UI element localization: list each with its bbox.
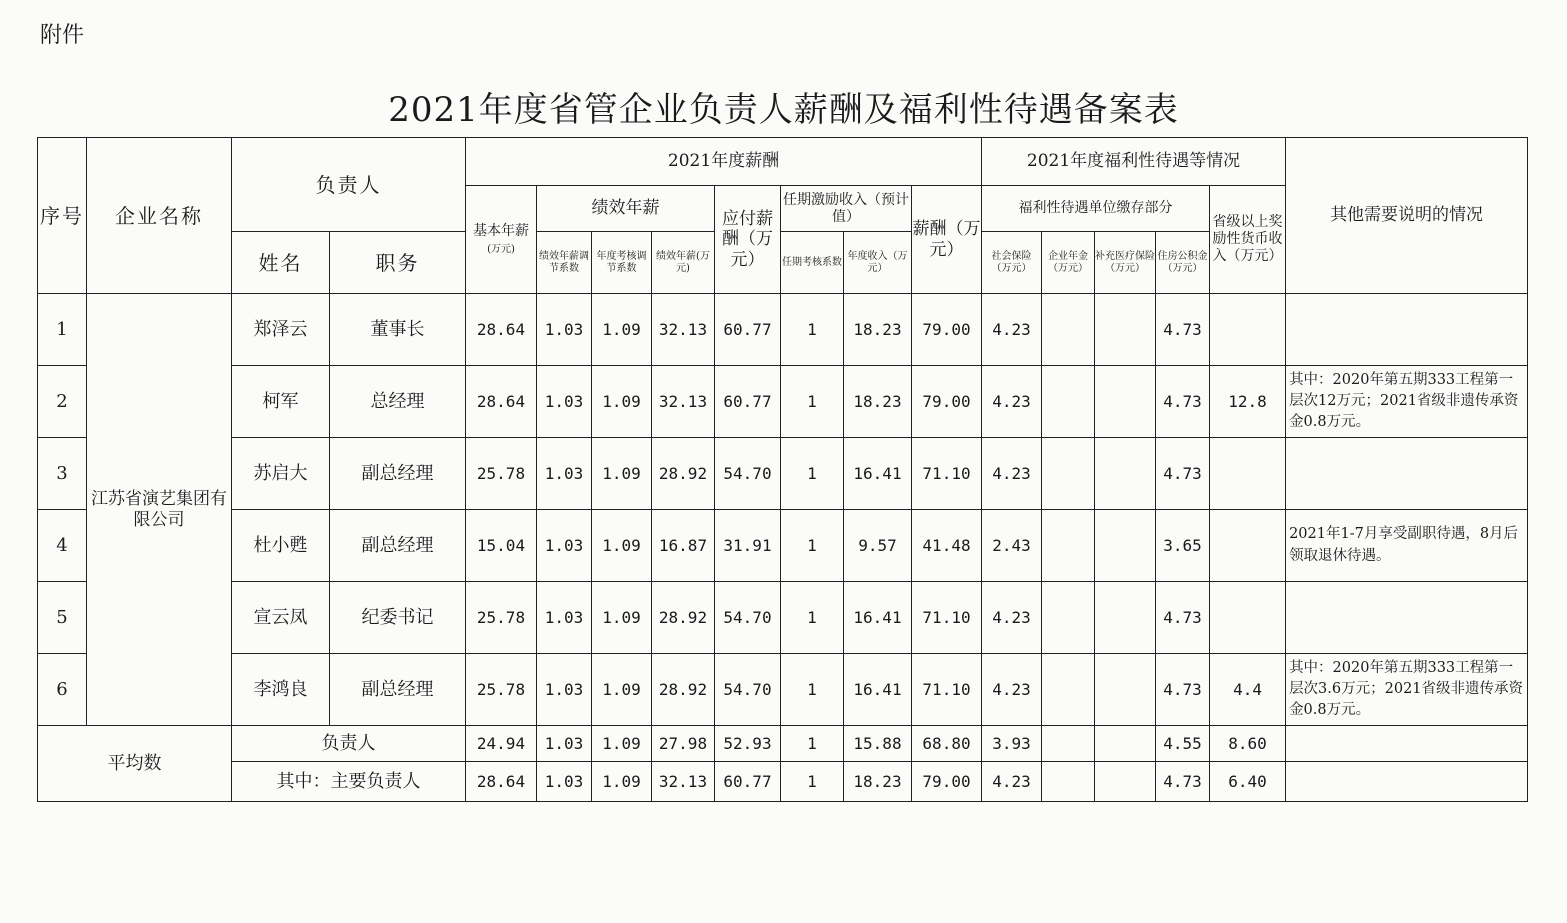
row-seq: 4 bbox=[38, 510, 87, 582]
base-salary-unit: (万元) bbox=[487, 243, 515, 255]
avg-award: 6.40 bbox=[1210, 762, 1286, 802]
row-perf-coef: 1.03 bbox=[537, 438, 592, 510]
row-annual-coef: 1.09 bbox=[592, 438, 652, 510]
avg-annual-coef: 1.09 bbox=[592, 726, 652, 762]
row-medical bbox=[1095, 366, 1156, 438]
row-total: 79.00 bbox=[912, 294, 982, 366]
row-perf-coef: 1.03 bbox=[537, 366, 592, 438]
row-perf: 28.92 bbox=[652, 654, 715, 726]
header-incentive: 任期激励收入（预计值） bbox=[781, 186, 912, 232]
avg-perf: 32.13 bbox=[652, 762, 715, 802]
row-term-coef: 1 bbox=[781, 366, 844, 438]
row-payable: 31.91 bbox=[715, 510, 781, 582]
row-award: 12.8 bbox=[1210, 366, 1286, 438]
row-social: 4.23 bbox=[982, 294, 1042, 366]
row-seq: 3 bbox=[38, 438, 87, 510]
header-perf-salary: 绩效年薪(万元) bbox=[652, 232, 715, 294]
row-total: 71.10 bbox=[912, 438, 982, 510]
row-award bbox=[1210, 582, 1286, 654]
row-annual-income: 16.41 bbox=[844, 654, 912, 726]
header-annual-income: 年度收入（万元） bbox=[844, 232, 912, 294]
average-row-label: 负责人 bbox=[232, 726, 466, 762]
avg-medical bbox=[1095, 762, 1156, 802]
row-annual-coef: 1.09 bbox=[592, 366, 652, 438]
row-payable: 60.77 bbox=[715, 294, 781, 366]
attachment-label: 附件 bbox=[40, 23, 85, 48]
row-term-coef: 1 bbox=[781, 438, 844, 510]
row-total: 79.00 bbox=[912, 366, 982, 438]
row-position: 副总经理 bbox=[330, 510, 466, 582]
header-base-salary bbox=[466, 186, 537, 294]
table-row bbox=[38, 582, 1528, 654]
header-award: 省级以上奖励性货币收入（万元） bbox=[1210, 186, 1286, 294]
avg-housing: 4.55 bbox=[1156, 726, 1210, 762]
header-annuity: 企业年金（万元） bbox=[1042, 232, 1095, 294]
row-social: 4.23 bbox=[982, 582, 1042, 654]
header-seq: 序号 bbox=[38, 138, 87, 294]
header-position: 职务 bbox=[330, 232, 466, 294]
row-term-coef: 1 bbox=[781, 294, 844, 366]
header-welfare-part: 福利性待遇单位缴存部分 bbox=[982, 186, 1210, 232]
header-payable: 应付薪酬（万元） bbox=[715, 186, 781, 294]
row-annual-coef: 1.09 bbox=[592, 654, 652, 726]
row-name: 宣云凤 bbox=[232, 582, 330, 654]
remuneration-table bbox=[37, 137, 1528, 802]
avg-housing: 4.73 bbox=[1156, 762, 1210, 802]
avg-annuity bbox=[1042, 762, 1095, 802]
header-housing: 住房公积金（万元） bbox=[1156, 232, 1210, 294]
avg-payable: 60.77 bbox=[715, 762, 781, 802]
avg-annuity bbox=[1042, 726, 1095, 762]
row-name: 李鸿良 bbox=[232, 654, 330, 726]
table-row bbox=[38, 294, 1528, 366]
base-salary-label: 基本年薪 bbox=[473, 222, 529, 239]
row-housing: 4.73 bbox=[1156, 294, 1210, 366]
avg-perf-coef: 1.03 bbox=[537, 762, 592, 802]
avg-payable: 52.93 bbox=[715, 726, 781, 762]
row-base: 25.78 bbox=[466, 654, 537, 726]
row-perf: 32.13 bbox=[652, 294, 715, 366]
row-position: 副总经理 bbox=[330, 654, 466, 726]
row-medical bbox=[1095, 654, 1156, 726]
row-term-coef: 1 bbox=[781, 582, 844, 654]
table-row bbox=[38, 438, 1528, 510]
avg-annual-income: 15.88 bbox=[844, 726, 912, 762]
row-annuity bbox=[1042, 294, 1095, 366]
company-name: 江苏省演艺集团有限公司 bbox=[87, 294, 232, 726]
row-housing: 4.73 bbox=[1156, 582, 1210, 654]
avg-base: 24.94 bbox=[466, 726, 537, 762]
row-payable: 60.77 bbox=[715, 366, 781, 438]
avg-annual-coef: 1.09 bbox=[592, 762, 652, 802]
row-perf: 32.13 bbox=[652, 366, 715, 438]
row-seq: 1 bbox=[38, 294, 87, 366]
average-row bbox=[38, 726, 1528, 762]
row-annual-income: 9.57 bbox=[844, 510, 912, 582]
row-name: 郑泽云 bbox=[232, 294, 330, 366]
average-label: 平均数 bbox=[38, 726, 232, 802]
table-row bbox=[38, 366, 1528, 438]
row-social: 4.23 bbox=[982, 654, 1042, 726]
avg-term-coef: 1 bbox=[781, 762, 844, 802]
row-note: 其中：2020年第五期333工程第一层次12万元；2021省级非遗传承资金0.8万元。 bbox=[1286, 366, 1528, 438]
row-base: 28.64 bbox=[466, 294, 537, 366]
header-performance: 绩效年薪 bbox=[537, 186, 715, 232]
row-note: 2021年1-7月享受副职待遇，8月后领取退休待遇。 bbox=[1286, 510, 1528, 582]
row-seq: 6 bbox=[38, 654, 87, 726]
header-social: 社会保险（万元） bbox=[982, 232, 1042, 294]
row-position: 总经理 bbox=[330, 366, 466, 438]
row-payable: 54.70 bbox=[715, 438, 781, 510]
row-award bbox=[1210, 510, 1286, 582]
average-row-label: 其中：主要负责人 bbox=[232, 762, 466, 802]
row-total: 71.10 bbox=[912, 654, 982, 726]
row-position: 董事长 bbox=[330, 294, 466, 366]
row-housing: 4.73 bbox=[1156, 654, 1210, 726]
row-base: 15.04 bbox=[466, 510, 537, 582]
row-term-coef: 1 bbox=[781, 654, 844, 726]
header-welfare-group: 2021年度福利性待遇等情况 bbox=[982, 138, 1286, 186]
avg-social: 3.93 bbox=[982, 726, 1042, 762]
avg-base: 28.64 bbox=[466, 762, 537, 802]
row-note: 其中：2020年第五期333工程第一层次3.6万元；2021省级非遗传承资金0.8万元。 bbox=[1286, 654, 1528, 726]
avg-award: 8.60 bbox=[1210, 726, 1286, 762]
row-award: 4.4 bbox=[1210, 654, 1286, 726]
row-housing: 4.73 bbox=[1156, 366, 1210, 438]
row-total: 71.10 bbox=[912, 582, 982, 654]
row-seq: 2 bbox=[38, 366, 87, 438]
header-name: 姓名 bbox=[232, 232, 330, 294]
header-other: 其他需要说明的情况 bbox=[1286, 138, 1528, 294]
table-row bbox=[38, 654, 1528, 726]
avg-perf: 27.98 bbox=[652, 726, 715, 762]
header-total: 薪酬（万元） bbox=[912, 186, 982, 294]
header-leader: 负责人 bbox=[232, 138, 466, 232]
avg-annual-income: 18.23 bbox=[844, 762, 912, 802]
row-payable: 54.70 bbox=[715, 582, 781, 654]
row-annuity bbox=[1042, 582, 1095, 654]
row-perf-coef: 1.03 bbox=[537, 294, 592, 366]
row-term-coef: 1 bbox=[781, 510, 844, 582]
row-medical bbox=[1095, 294, 1156, 366]
header-term-coef: 任期考核系数 bbox=[781, 232, 844, 294]
row-note bbox=[1286, 582, 1528, 654]
row-annuity bbox=[1042, 654, 1095, 726]
avg-note bbox=[1286, 726, 1528, 762]
row-position: 副总经理 bbox=[330, 438, 466, 510]
row-medical bbox=[1095, 582, 1156, 654]
avg-total: 79.00 bbox=[912, 762, 982, 802]
row-perf-coef: 1.03 bbox=[537, 510, 592, 582]
row-annuity bbox=[1042, 366, 1095, 438]
avg-term-coef: 1 bbox=[781, 726, 844, 762]
avg-medical bbox=[1095, 726, 1156, 762]
header-annual-coef: 年度考核调节系数 bbox=[592, 232, 652, 294]
row-base: 28.64 bbox=[466, 366, 537, 438]
avg-total: 68.80 bbox=[912, 726, 982, 762]
row-annual-income: 18.23 bbox=[844, 294, 912, 366]
row-housing: 3.65 bbox=[1156, 510, 1210, 582]
row-seq: 5 bbox=[38, 582, 87, 654]
row-annuity bbox=[1042, 510, 1095, 582]
row-name: 杜小甦 bbox=[232, 510, 330, 582]
header-medical: 补充医疗保险（万元） bbox=[1095, 232, 1156, 294]
row-perf: 16.87 bbox=[652, 510, 715, 582]
row-perf: 28.92 bbox=[652, 438, 715, 510]
average-row bbox=[38, 762, 1528, 802]
header-company: 企业名称 bbox=[87, 138, 232, 294]
row-total: 41.48 bbox=[912, 510, 982, 582]
row-base: 25.78 bbox=[466, 582, 537, 654]
header-salary-group: 2021年度薪酬 bbox=[466, 138, 982, 186]
avg-note bbox=[1286, 762, 1528, 802]
row-annual-income: 16.41 bbox=[844, 582, 912, 654]
row-award bbox=[1210, 294, 1286, 366]
row-social: 4.23 bbox=[982, 366, 1042, 438]
row-perf-coef: 1.03 bbox=[537, 582, 592, 654]
row-perf: 28.92 bbox=[652, 582, 715, 654]
row-award bbox=[1210, 438, 1286, 510]
row-perf-coef: 1.03 bbox=[537, 654, 592, 726]
row-annual-income: 18.23 bbox=[844, 366, 912, 438]
row-name: 苏启大 bbox=[232, 438, 330, 510]
avg-perf-coef: 1.03 bbox=[537, 726, 592, 762]
row-position: 纪委书记 bbox=[330, 582, 466, 654]
row-note bbox=[1286, 438, 1528, 510]
row-housing: 4.73 bbox=[1156, 438, 1210, 510]
row-annual-coef: 1.09 bbox=[592, 510, 652, 582]
row-medical bbox=[1095, 438, 1156, 510]
row-note bbox=[1286, 294, 1528, 366]
row-annual-income: 16.41 bbox=[844, 438, 912, 510]
row-social: 2.43 bbox=[982, 510, 1042, 582]
avg-social: 4.23 bbox=[982, 762, 1042, 802]
row-base: 25.78 bbox=[466, 438, 537, 510]
row-annual-coef: 1.09 bbox=[592, 294, 652, 366]
row-payable: 54.70 bbox=[715, 654, 781, 726]
row-annual-coef: 1.09 bbox=[592, 582, 652, 654]
row-medical bbox=[1095, 510, 1156, 582]
header-perf-coef: 绩效年薪调节系数 bbox=[537, 232, 592, 294]
table-row bbox=[38, 510, 1528, 582]
row-social: 4.23 bbox=[982, 438, 1042, 510]
row-annuity bbox=[1042, 438, 1095, 510]
row-name: 柯军 bbox=[232, 366, 330, 438]
page-title: 2021年度省管企业负责人薪酬及福利性待遇备案表 bbox=[388, 90, 1179, 130]
